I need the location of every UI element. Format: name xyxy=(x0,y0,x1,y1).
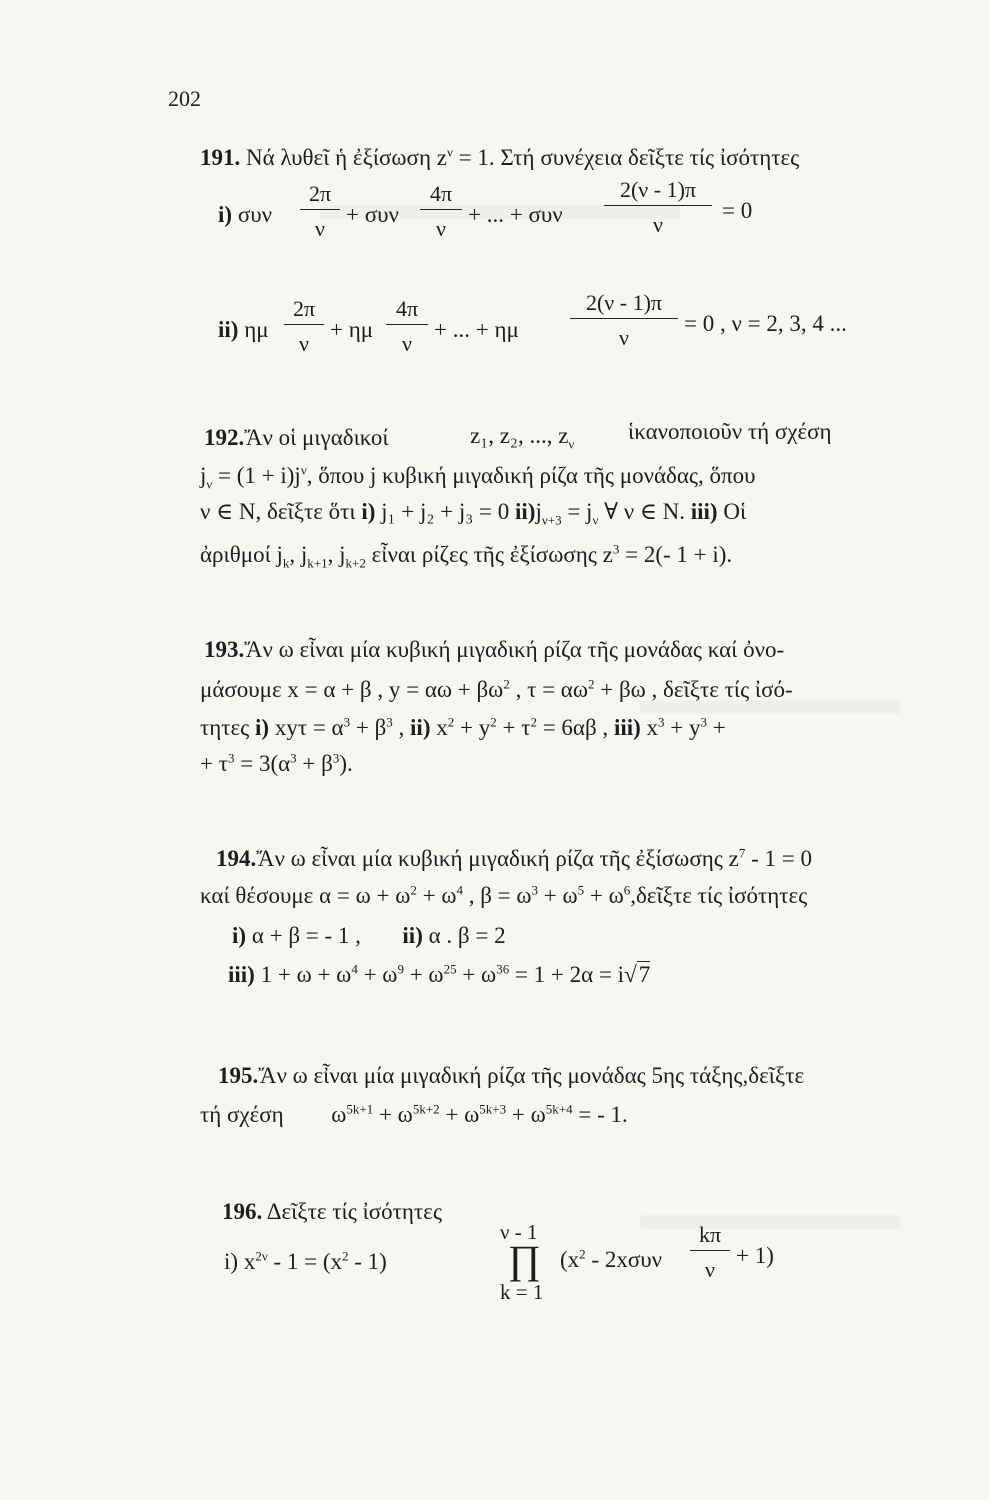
numerator: 4π xyxy=(429,181,453,206)
exponent: 5k+1 xyxy=(346,1101,374,1117)
exponent: 2 xyxy=(579,1246,586,1262)
exponent: 2ν xyxy=(255,1248,268,1264)
exponent: 5 xyxy=(577,882,585,898)
exponent: 2 xyxy=(530,714,537,730)
text: = 1. Στή συνέχεια δεῖξτε τίς ἰσότητες xyxy=(458,145,800,170)
line xyxy=(560,1248,662,1271)
item-label: ii) xyxy=(402,923,423,948)
text: x xyxy=(243,1249,256,1274)
subscript: k xyxy=(282,555,290,571)
subscript: k+2 xyxy=(345,555,366,571)
exponent: 4 xyxy=(351,961,358,977)
item-label: i) xyxy=(361,499,376,524)
product-lower-bound: k = 1 xyxy=(500,1280,544,1304)
text: Ἄν ω εἶναι μία κυβική μιγαδική ρίζα τῆς ἐξίσωσης z xyxy=(256,846,739,871)
text: , τ = αω xyxy=(515,677,588,702)
item-label: iii) xyxy=(228,962,255,987)
text: τή σχέση xyxy=(200,1102,284,1127)
denominator: ν xyxy=(315,216,325,241)
line xyxy=(200,678,793,701)
exponent: ν xyxy=(300,462,307,478)
product-symbol: ∏ xyxy=(508,1237,541,1282)
exponent: 3 xyxy=(332,750,340,766)
line xyxy=(204,426,389,449)
text: (x xyxy=(560,1247,580,1272)
text: = 6αβ , xyxy=(542,715,609,740)
line xyxy=(216,847,812,870)
exponent: 3 xyxy=(700,714,708,730)
text: + ω xyxy=(511,1102,546,1127)
numerator: 2π xyxy=(308,181,332,206)
text: + y xyxy=(460,715,491,740)
exponent: 3 xyxy=(343,714,351,730)
text: , β = ω xyxy=(468,883,532,908)
page-number: 202 xyxy=(168,86,201,111)
denominator: ν xyxy=(402,331,412,356)
exponent: 3 xyxy=(290,750,297,766)
subscript: ν xyxy=(592,512,599,528)
item-label: i) xyxy=(224,1249,239,1274)
text: - 1 = 0 xyxy=(751,846,812,871)
text: ). xyxy=(339,751,353,776)
exponent: 3 xyxy=(227,750,235,766)
text: z₁, z₂, ..., z xyxy=(470,423,569,448)
text: ∀ ν ∈ N. xyxy=(604,499,686,524)
text: + ... + ημ xyxy=(434,317,519,342)
numerator: 2(ν - 1)π xyxy=(585,290,663,315)
fraction xyxy=(300,181,340,242)
text: + β xyxy=(302,751,333,776)
exponent: 2 xyxy=(447,714,455,730)
text: συν xyxy=(237,202,272,227)
exponent: 2 xyxy=(490,714,497,730)
text: + τ xyxy=(502,715,531,740)
text: , j xyxy=(289,542,308,567)
text: + συν xyxy=(346,202,399,227)
line xyxy=(200,752,353,775)
fraction xyxy=(420,181,462,242)
sqrt-radicand: 7 xyxy=(638,962,651,987)
exponent: 2 xyxy=(342,1248,349,1264)
text: - 1 = (x xyxy=(273,1249,342,1274)
text: , j xyxy=(327,542,346,567)
denominator: ν xyxy=(653,212,663,237)
text: + ω xyxy=(378,1102,413,1127)
exponent: 2 xyxy=(503,676,510,692)
text: Ἄν ω εἶναι μία κυβική μιγαδική ρίζα τῆς μονάδας καί ὀνο- xyxy=(244,637,785,662)
denominator: ν xyxy=(436,216,446,241)
text: Οἱ xyxy=(723,499,747,524)
text: j xyxy=(200,463,207,488)
denominator: ν xyxy=(619,325,629,350)
text: z xyxy=(602,542,613,567)
exponent: 5k+3 xyxy=(479,1101,507,1117)
denominator: ν xyxy=(299,331,309,356)
text: α . β = 2 xyxy=(428,923,506,948)
exercise-191-statement xyxy=(200,146,799,169)
item-label: ii) xyxy=(410,715,431,740)
item-label: i) xyxy=(218,202,233,227)
exercise-number: 194. xyxy=(216,846,257,871)
text: ἱκανοποιοῦν τή σχέση xyxy=(628,419,832,444)
exponent: 5k+4 xyxy=(545,1101,573,1117)
text: Δεῖξτε τίς ἰσότητες xyxy=(266,1199,442,1224)
denominator: ν xyxy=(705,1257,715,1282)
text: + ημ xyxy=(330,317,374,342)
item-label: ii) xyxy=(515,499,536,524)
line xyxy=(204,638,784,661)
subscript: k+1 xyxy=(307,555,328,571)
text: εἶναι ρίζες τῆς ἐξίσωσης xyxy=(371,542,597,567)
fraction xyxy=(284,296,324,357)
text: x xyxy=(646,715,659,740)
item-label: i) xyxy=(232,923,247,948)
text: = 2(- 1 + i). xyxy=(625,542,733,567)
text: j xyxy=(535,499,542,524)
product-upper-bound: ν - 1 xyxy=(500,1220,538,1244)
numerator: 4π xyxy=(395,296,419,321)
text: , xyxy=(398,715,405,740)
text: = - 1. xyxy=(578,1102,628,1127)
text: , ὅπου j κυβική μιγαδική ρίζα τῆς μονάδας, ὅπου xyxy=(306,463,756,488)
text: = 0 xyxy=(722,198,753,223)
text: α + β = - 1 , xyxy=(251,923,361,948)
text: = (1 + i)j xyxy=(218,463,301,488)
text: + ω xyxy=(363,962,398,987)
line xyxy=(218,1064,804,1087)
text: ἀριθμοί xyxy=(200,542,271,567)
text: xyτ = α xyxy=(274,715,344,740)
text: - 2xσυν xyxy=(591,1247,663,1272)
text: ,δεῖξτε τίς ἰσότητες xyxy=(630,883,808,908)
exponent: 2 xyxy=(410,882,417,898)
exponent: 3 xyxy=(531,882,539,898)
text: 1 + ω + ω xyxy=(260,962,352,987)
text: Ἄν οἱ μιγαδικοί xyxy=(244,425,389,450)
exponent: 3 xyxy=(658,714,665,730)
numerator: kπ xyxy=(698,1222,722,1247)
line xyxy=(200,462,756,492)
line xyxy=(232,924,506,947)
text: καί θέσουμε α = ω + ω xyxy=(200,883,411,908)
text: ν ∈ N, δεῖξτε ὅτι xyxy=(200,499,356,524)
fraction xyxy=(690,1222,730,1283)
exercise-number: 191. xyxy=(200,145,241,170)
text: + ω xyxy=(543,883,578,908)
exponent: 6 xyxy=(623,882,631,898)
text: - 1) xyxy=(354,1249,387,1274)
numerator: 2(ν - 1)π xyxy=(619,177,697,202)
line xyxy=(200,499,747,528)
text: j₁ + j₂ + j₃ = 0 xyxy=(381,499,510,524)
exercise-number: 192. xyxy=(204,425,245,450)
line xyxy=(224,1250,387,1273)
text: = 3(α xyxy=(240,751,291,776)
text: τητες xyxy=(200,715,250,740)
item-label: iii) xyxy=(690,499,718,524)
item-label: i) xyxy=(255,715,270,740)
equation-i xyxy=(218,203,272,226)
text: + ... + συν xyxy=(468,202,563,227)
exponent: 3 xyxy=(386,714,393,730)
text: x xyxy=(436,715,448,740)
fraction xyxy=(386,296,428,357)
text: + β xyxy=(355,715,387,740)
text: j xyxy=(276,542,283,567)
text: + ω xyxy=(589,883,624,908)
exponent: 2 xyxy=(587,676,595,692)
line xyxy=(470,423,575,452)
text: + y xyxy=(670,715,701,740)
text: = 1 + 2α = i xyxy=(514,962,625,987)
line xyxy=(200,884,807,907)
text: + ω xyxy=(445,1102,480,1127)
text: ω xyxy=(331,1102,347,1127)
exponent: 9 xyxy=(397,961,404,977)
text: + βω , δεῖξτε τίς ἰσό- xyxy=(600,677,793,702)
fraction xyxy=(570,290,678,351)
text: + ω xyxy=(409,962,444,987)
text: = 0 , ν = 2, 3, 4 ... xyxy=(684,311,847,336)
item-label: iii) xyxy=(613,715,641,740)
exponent: ν xyxy=(446,144,453,160)
exercise-number: 193. xyxy=(204,637,245,662)
bleed-through xyxy=(640,1215,900,1229)
exponent: 5k+2 xyxy=(412,1101,440,1117)
subscript: ν xyxy=(206,476,213,492)
exponent: 7 xyxy=(738,845,746,861)
text: = j xyxy=(567,499,593,524)
line xyxy=(200,1103,628,1126)
sqrt-sign: √ xyxy=(624,962,637,987)
line xyxy=(200,541,733,571)
text: μάσουμε x = α + β , y = αω + βω xyxy=(200,677,504,702)
line xyxy=(228,963,650,986)
equation-ii xyxy=(218,318,269,341)
item-label: ii) xyxy=(218,317,239,342)
numerator: 2π xyxy=(292,296,316,321)
exponent: 4 xyxy=(456,882,463,898)
subscript: ν+3 xyxy=(541,512,562,528)
line xyxy=(222,1200,442,1223)
exponent: 25 xyxy=(443,961,457,977)
fraction xyxy=(604,177,712,238)
line xyxy=(200,716,726,739)
text: + xyxy=(712,715,726,740)
text: Νά λυθεῖ ἡ ἐξίσωση xyxy=(246,145,431,170)
exponent: 36 xyxy=(496,961,510,977)
exercise-number: 195. xyxy=(218,1063,259,1088)
text: Ἄν ω εἶναι μία μιγαδική ρίζα τῆς μονάδας 5ης τάξης,δεῖξτε xyxy=(258,1063,805,1088)
text: + ω xyxy=(422,883,457,908)
text: z xyxy=(436,145,447,170)
exercise-number: 196. xyxy=(222,1199,263,1224)
text: + τ xyxy=(200,751,228,776)
exponent: 3 xyxy=(612,541,620,557)
text: + 1) xyxy=(736,1243,774,1268)
text: + ω xyxy=(462,962,497,987)
subscript: ν xyxy=(568,436,575,452)
bleed-through xyxy=(640,700,900,714)
text: ημ xyxy=(244,317,269,342)
